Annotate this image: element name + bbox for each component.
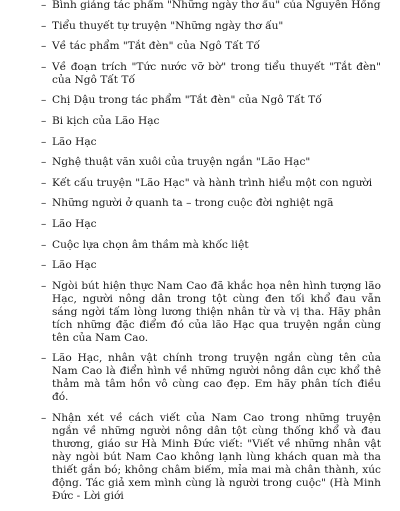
list-item <box>41 259 381 272</box>
bullet-dash: – <box>41 279 47 292</box>
list-item-text: Nhận xét về cách viết của Nam Cao trong những truyện ngắn về những người nông dân tột cùng thống khổ và đau thương, giáo sư Hà Minh Đức viết: "Viết về những nhân vật này ngòi bút Nam Cao không lạnh lùng khách quan mà tha thiết gắn bó; không châm biếm, mỉa mai mà chân thành, xúc động. Tác giả xem mình cùng là người trong cuộc" (Hà Minh Đức - Lời giới <box>52 411 381 502</box>
bullet-dash: – <box>41 94 47 107</box>
list-item-text: Cuộc lựa chọn âm thầm mà khốc liệt <box>52 238 249 251</box>
list-item <box>41 136 381 149</box>
list-item <box>41 239 381 252</box>
list-item <box>41 280 381 345</box>
list-item-text: Về đoạn trích "Tức nước vỡ bờ" trong tiểu thuyết "Tắt đèn" của Ngô Tất Tố <box>52 60 381 86</box>
list-item-text: Lão Hạc <box>52 217 97 230</box>
bullet-dash: – <box>41 176 47 189</box>
bullet-dash: – <box>41 217 47 230</box>
list-item-text: Về tác phẩm "Tắt đèn" của Ngô Tất Tố <box>52 40 260 53</box>
list-item-text: Lão Hạc <box>52 259 97 272</box>
list-item <box>41 20 381 33</box>
list-item <box>41 177 381 190</box>
list-item <box>41 61 381 87</box>
list-item <box>41 156 381 169</box>
bullet-dash: – <box>41 411 47 424</box>
bullet-dash: – <box>41 114 47 127</box>
bullet-dash: – <box>41 156 47 169</box>
list-item <box>41 218 381 231</box>
bullet-dash: – <box>41 238 47 251</box>
list-item-text: Chị Dậu trong tác phẩm "Tắt đèn" của Ngô Tất Tố <box>52 94 322 107</box>
bullet-dash: – <box>41 352 47 365</box>
list-item-text: Bình giảng tác phẩm "Những ngày thơ ấu" của Nguyên Hồng <box>52 0 381 11</box>
list-item-text: Kết cấu truyện "Lão Hạc" và hành trình hiểu một con người <box>52 176 373 189</box>
list-item-text: Lão Hạc <box>52 135 97 148</box>
list-item-text: Những người ở quanh ta – trong cuộc đời nghiệt ngã <box>52 197 334 210</box>
bullet-dash: – <box>41 19 47 32</box>
list-item-text: Ngòi bút hiện thực Nam Cao đã khắc họa nên hình tượng lão Hạc, người nông dân trong tột cùng đen tối khổ đau vẫn sáng ngời tấm lòng lương thiện nhân từ và vị tha. Hãy phân tích những đặc điểm đó của lão Hạc qua truyện ngắn cùng tên của Nam Cao. <box>52 279 381 344</box>
bullet-dash: – <box>41 60 47 73</box>
list-item-text: Nghệ thuật văn xuôi của truyện ngắn "Lão Hạc" <box>52 156 311 169</box>
list-item <box>41 412 381 503</box>
bullet-dash: – <box>41 259 47 272</box>
list-item <box>41 40 381 53</box>
list-item-text: Lão Hạc, nhân vật chính trong truyện ngắn cùng tên của Nam Cao là điển hình về những người nông dân cực khổ thê thảm mà tâm hồn vô cùng cao đẹp. Em hãy phân tích điều đó. <box>52 352 381 404</box>
list-item <box>41 0 381 12</box>
list-item <box>41 94 381 107</box>
bullet-dash: – <box>41 40 47 53</box>
list-item <box>41 352 381 404</box>
bullet-dash: – <box>41 135 47 148</box>
list-item <box>41 197 381 210</box>
list-item <box>41 115 381 128</box>
list-item-text: Tiểu thuyết tự truyện "Những ngày thơ ấu" <box>52 19 284 32</box>
table-of-contents-list <box>41 0 381 511</box>
bullet-dash: – <box>41 197 47 210</box>
list-item-text: Bi kịch của Lão Hạc <box>52 114 160 127</box>
bullet-dash: – <box>41 0 47 11</box>
